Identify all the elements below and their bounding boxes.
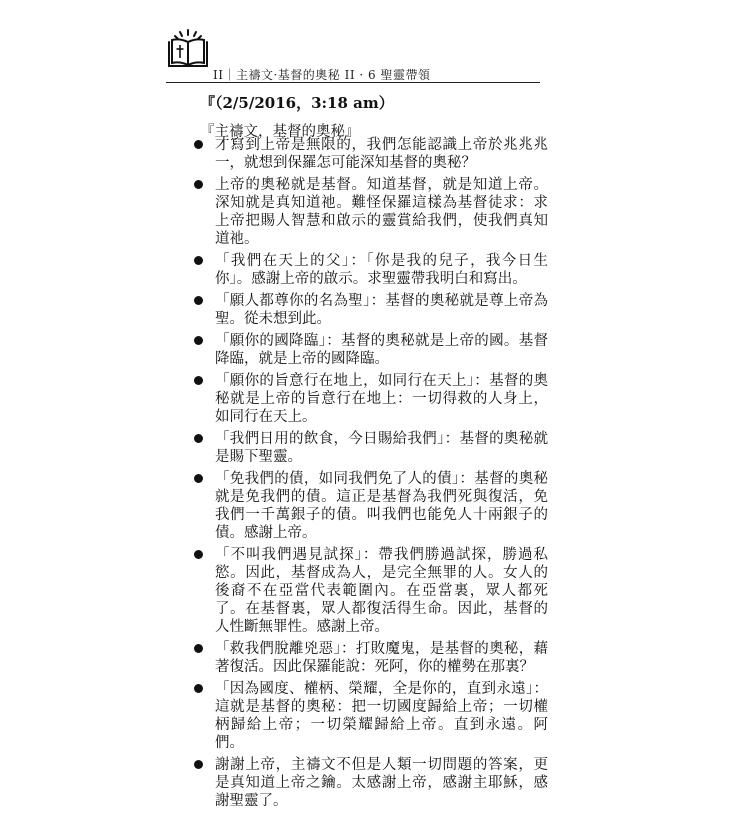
bullet-icon	[194, 644, 203, 653]
open-book-icon	[166, 28, 210, 68]
list-item-text: 「免我們的債，如同我們免了人的債」：基督的奧秘就是免我們的債。這正是基督為我們死與復活，免我們一千萬銀子的債。叫我們也能免人十兩銀子的債。感謝上帝。	[215, 471, 548, 541]
list-item	[193, 680, 548, 752]
list-item-text: 謝謝上帝，主禱文不但是人類一切問題的答案，更是真知道上帝之鑰。太感謝上帝，感謝主耶穌，感謝聖靈了。	[215, 757, 548, 809]
list-item-text: 「願人都尊你的名為聖」：基督的奧秘就是尊上帝為聖。從未想到此。	[215, 293, 548, 327]
list-item	[193, 176, 548, 248]
list-item-text: 「因為國度、權柄、榮耀，全是你的，直到永遠」：這就是基督的奧秘：把一切國度歸給上帝；一切權柄歸給上帝；一切榮耀歸給上帝。直到永遠。阿們。	[215, 681, 548, 751]
bullet-icon	[194, 296, 203, 305]
bullet-icon	[194, 760, 203, 769]
list-item-text: 才寫到上帝是無限的，我們怎能認識上帝於兆兆兆一，就想到保羅怎可能深知基督的奧秘？	[215, 137, 548, 171]
list-item-text: 上帝的奧秘就是基督。知道基督，就是知道上帝。深知就是真知道祂。難怪保羅這樣為基督徒求：求上帝把賜人智慧和啟示的靈賞給我們，使我們真知道祂。	[215, 177, 548, 247]
bullet-icon	[194, 256, 203, 265]
list-item-text: 「不叫我們遇見試探」：帶我們勝過試探，勝過私慾。因此，基督成為人，是完全無罪的人。女人的後裔不在亞當代表範圍內。在亞當裏，眾人都死了。在基督裏，眾人都復活得生命。因此，基督的人性斷無罪性。感謝上帝。	[215, 547, 548, 635]
bullet-icon	[194, 180, 203, 189]
bullet-list	[193, 136, 548, 814]
list-item	[193, 372, 548, 426]
header-divider	[166, 82, 540, 83]
list-item	[193, 430, 548, 466]
list-item-text: 「我們日用的飲食，今日賜給我們」：基督的奧秘就是賜下聖靈。	[215, 431, 548, 465]
entry-title: 『主禱文，基督的奧秘』	[200, 124, 360, 140]
list-item-text: 「救我們脫離兇惡」：打敗魔鬼，是基督的奧秘，藉著復活。因此保羅能說：死阿，你的權勢在那裏？	[215, 641, 548, 675]
list-item-text: 「我們在天上的父」：「你是我的兒子，我今日生你」。感謝上帝的啟示。求聖靈帶我明白和寫出。	[215, 253, 548, 287]
list-item	[193, 292, 548, 328]
bullet-icon	[194, 376, 203, 385]
bullet-icon	[194, 336, 203, 345]
bullet-icon	[194, 684, 203, 693]
bullet-icon	[194, 474, 203, 483]
list-item	[193, 546, 548, 636]
list-item	[193, 252, 548, 288]
bullet-icon	[194, 550, 203, 559]
list-item	[193, 332, 548, 368]
list-item	[193, 136, 548, 172]
list-item-text: 「願你的旨意行在地上，如同行在天上」：基督的奧秘就是上帝的旨意行在地上：一切得救的人身上，如同行在天上。	[215, 373, 548, 425]
bullet-icon	[194, 434, 203, 443]
running-head: II｜主禱文·基督的奧秘 II · 6 聖靈帶領	[213, 68, 431, 82]
list-item	[193, 640, 548, 676]
bullet-icon	[194, 140, 203, 149]
entry-date: 『（2/5/2016，3:18 am）	[200, 94, 394, 112]
list-item-text: 「願你的國降臨」：基督的奧秘就是上帝的國。基督降臨，就是上帝的國降臨。	[215, 333, 548, 367]
list-item	[193, 756, 548, 810]
list-item	[193, 470, 548, 542]
